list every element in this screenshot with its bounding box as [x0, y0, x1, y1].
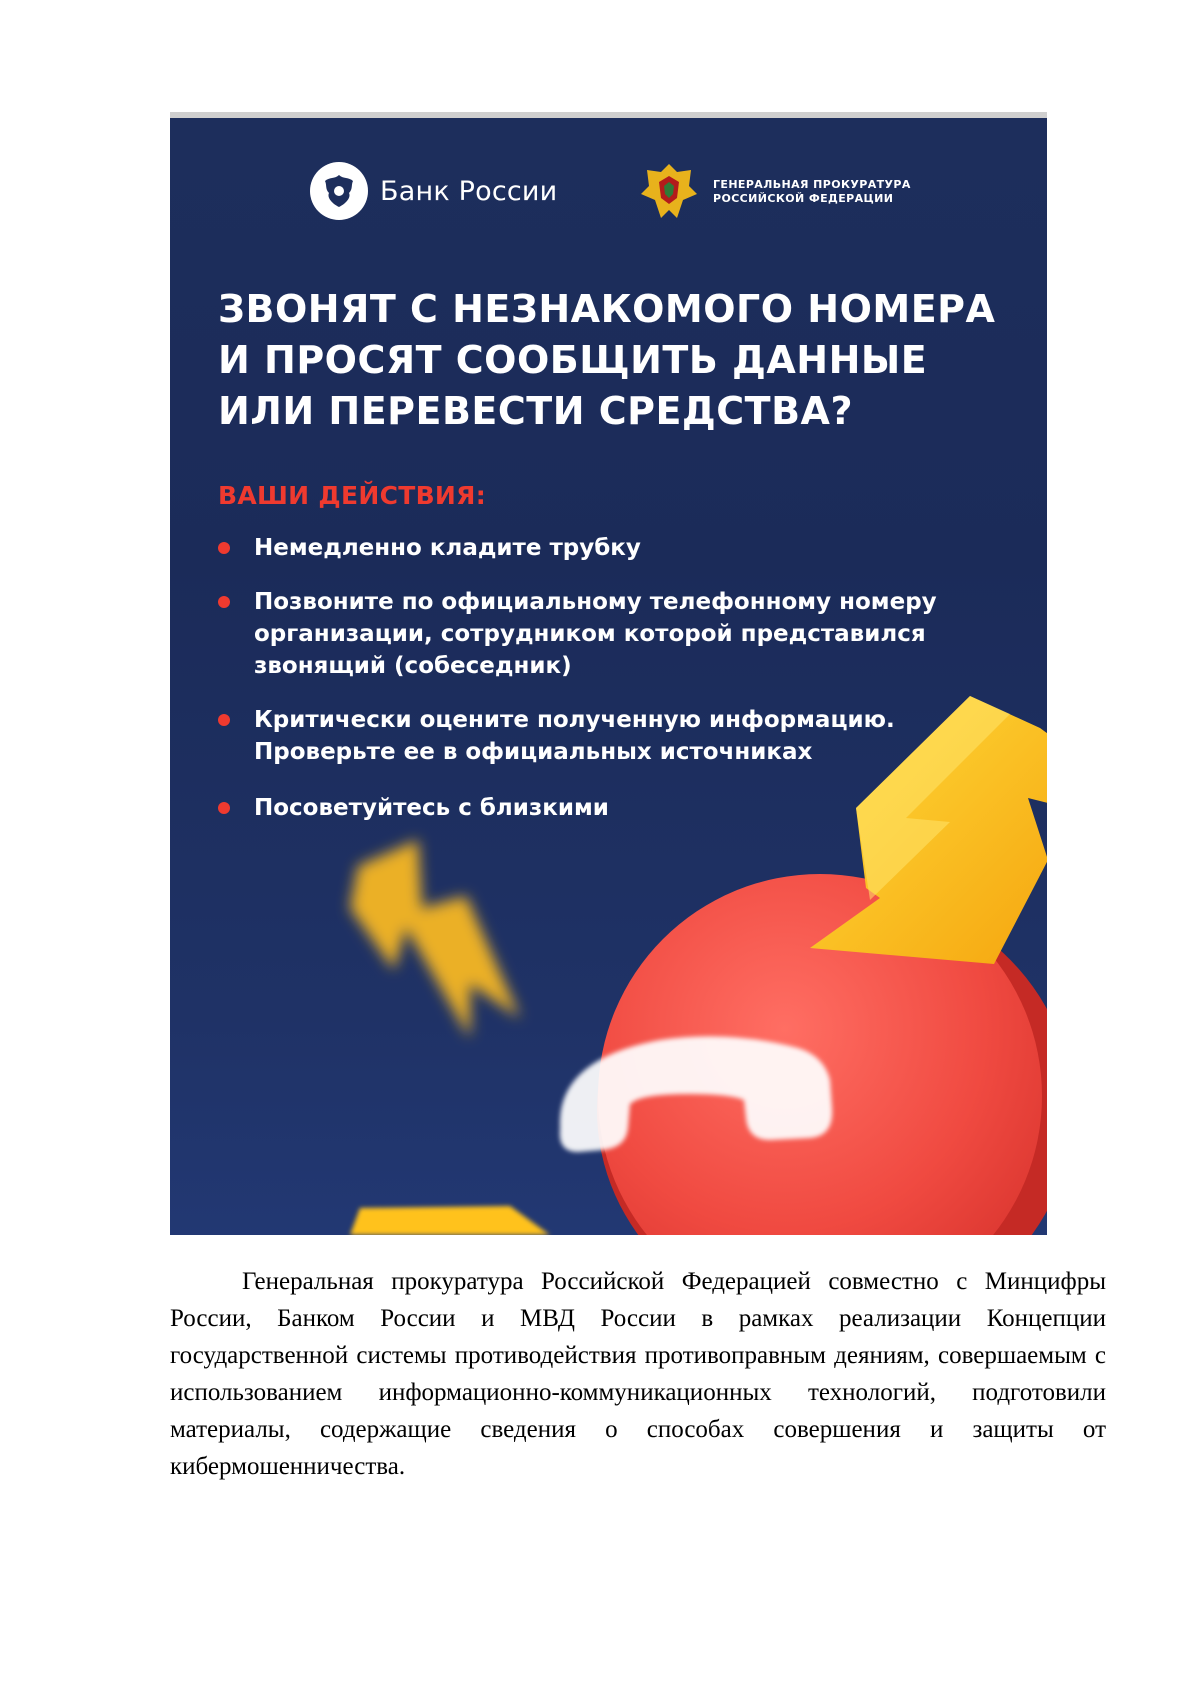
body-paragraph: Генеральная прокуратура Российской Федерацией совместно с Минцифры России, Банком России и МВД России в рамках реализации Концепции государственной системы противодействия противоправным деяниям, совершаемым с использованием информационно-коммуникационных технологий, подготовили материалы, содержащие сведения о способах совершения и защиты от кибермошенничества. [170, 1268, 1106, 1480]
action-item [218, 792, 978, 824]
action-text: Посоветуйтесь с близкими [254, 795, 609, 821]
action-text: Немедленно кладите трубку [254, 535, 641, 561]
action-text: Проверьте ее в официальных источниках [254, 739, 813, 765]
action-text: Позвоните по официальному телефонному номеру [254, 589, 937, 615]
action-text: организации, сотрудником которой представился [254, 621, 926, 647]
headline-line: И ПРОСЯТ СООБЩИТЬ ДАННЫЕ [218, 338, 928, 382]
lightning-bolt-bottom [350, 1206, 550, 1235]
poster [170, 118, 1047, 1235]
action-text: звонящий (собеседник) [254, 653, 572, 679]
action-text: Критически оцените полученную информацию. [254, 707, 895, 733]
headline-line: ЗВОНЯТ С НЕЗНАКОМОГО НОМЕРА [218, 287, 996, 331]
bank-name: Банк России [380, 175, 558, 207]
lightning-icon [350, 840, 520, 1038]
actions-title: ВАШИ ДЕЙСТВИЯ: [218, 481, 487, 510]
action-item [218, 586, 978, 682]
action-item [218, 532, 978, 564]
action-item [218, 704, 978, 768]
prosecutor-name-line-2: РОССИЙСКОЙ ФЕДЕРАЦИИ [713, 192, 894, 205]
prosecutor-name-line-1: ГЕНЕРАЛЬНАЯ ПРОКУРАТУРА [713, 178, 911, 191]
actions-list [218, 532, 978, 824]
headline-line: ИЛИ ПЕРЕВЕСТИ СРЕДСТВА? [218, 389, 853, 433]
